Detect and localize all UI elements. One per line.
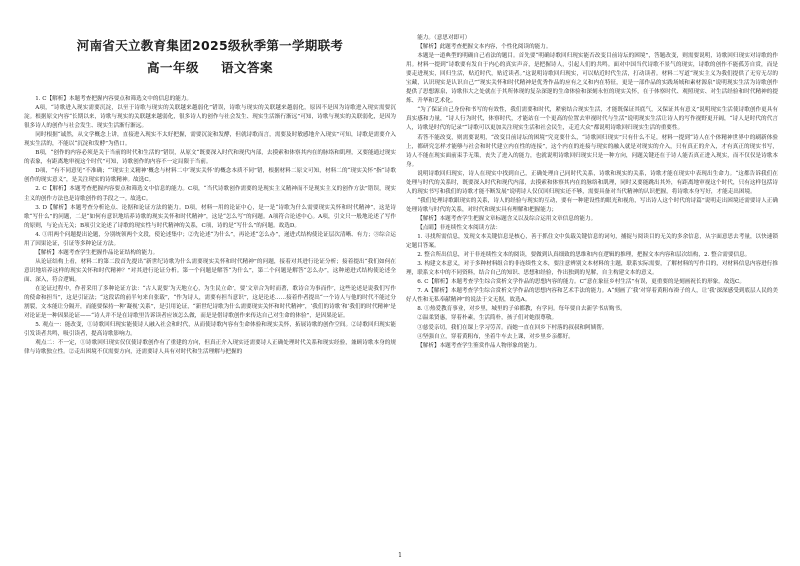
paragraph: 说明诗歌回归现实，诗人在现实中找到自己，正确处理自己同时代关系，诗歌和现实的关系，诗歌才能在现实中表现出生命力。“这都告诉我们在处理与时代的关系时，既要深入时代和现代内部，去摸索和体察其内在的脉络和肌理，同时又要能跳出其外，有距离地审视这个时代，只有这样包括诗人的现实书写和我们的诗歌才能不断发展”说明诗人仅仅回归现实还不够，需要具备对当代精神的认识把握，将诗歌本身写好，才能走出困境。 [406, 170, 778, 195]
paragraph: ④坚强自立，穿着黄粗布，坐着牛车去上课，对乡里乡亲都好。 [417, 333, 574, 340]
right-column [406, 34, 778, 351]
paragraph: 1. 寻找所需信息，发现文本关键信息是核心，善于抓住文中负载关键信息的词句，捕捉与阅读目的无关的多余信息，从字面意思去考量，以快速锁定题目答案。 [406, 234, 778, 250]
grade-label: 高一年级 [146, 60, 199, 75]
paragraph: A项，“诗歌进入现实需要沉淀，以至于诗歌与现实的关联越来越弱化”错误，诗歌与现实的关联越来越弱化，原因不是因为诗歌进入现实需要沉淀。根据原文内容“长期以来，诗歌与现实的关联越来越弱化，很多诗人的创作与社会发生、现实生活渐行渐远”可知，诗歌与现实的关联弱化，是因为很多诗人的创作与社会发生、现实生活渐行渐远。 [24, 105, 396, 130]
paragraph: “我们处理诗歌跟现实的关系，诗人的经验与现实的互动，要有一种建设性的眼光和视角，写出诗人这个时代的诗篇”说明走出困境还需要诗人正确处理诗歌与时代的关系，对时代和现实具有理解和把握能力； [406, 197, 778, 213]
paragraph: 【解析】此题考查把握文本内容，个性化阅读的能力。 [417, 44, 552, 51]
page-number: 1 [398, 552, 402, 559]
paragraph: 同时根据“诚然，从文学概念上讲，直接进入现实不太好把握，需要沉淀和发酵，但就诗歌而言，需要及时敏感地介入现实”可知，诗歌是需要介入现实生活的，不能以“沉淀和发酵”为借口。 [24, 132, 396, 148]
paragraph: B项，“创作的内容必须是关于当前的时代和生活的”错误，从原文“既要深入时代和现代内部，去摸索和体察其内在的脉络和肌理，又要能通过现实的表象，有距离地审视这个时代”可知，诗歌创作的内容不一定局限于当前。 [24, 150, 396, 166]
paragraph: 2. 整合所出信息，对于非连续性文本的阅读，要做到认真细致的思维和内在逻辑的推理，把握文本内容和层次结构，2. 整合需要信息。 [417, 252, 751, 259]
paragraph: 从论证结构上看，材料二的第二段首先提出“新世纪诗歌为什么需要现实关怀和时代精神”的问题，接着对其进行论证分析；接着提出“我们如何在意识地培养这样的现实关怀和时代精神？”对其进行论证分析。第一个问题是解答“为什么”，第二个问题是解答“怎么办”，这种递进式结构使论述全面、深入，符合逻辑。 [24, 258, 396, 283]
paragraph: 3. D【解析】本题考查分析论点、论据和论证方法的能力。D项，材料一用的论证中心，是一是“诗歌为什么需要现实关怀和时代精神”，这是诗歌“写什么”的问题，二是“如何有意识地培养诗歌的现实关怀和时代精神”，这是“怎么写”的问题。A项符合论述中心。A项，引文只一般地论述了写作的原则，与论点无关；B项引文论述了诗歌的现实性与时代精神的关系，C项，诗的是“写什么”的问题。故选D。 [24, 204, 396, 229]
left-column [24, 95, 396, 357]
paragraph: 【解析】本题考查学生把握作品论证结构的能力。 [35, 249, 159, 256]
paragraph: 本题是一道典型的明确自己看法的题目。首先要“明确诗歌回归现实能否改变目前诗坛的困境”，答题改变，则需要说明，诗歌回归现实对诗歌的作用。材料一提到“诗歌要有发自于内心的真实声音，是把握诗人，引起人们的共鸣。面对中国当代诗歌不景气的现实，诗歌的创作不能孤芳自赏，而是要走进现实，回归生活，贴近时代，贴近读者。”这说明诗歌回归现实，可以贴近时代生活，打动读者。材料二写道“现实主义为我们提供了无穷无尽的宝藏，认识现实是认识自己”“现实关怀和时代精神是优秀作品的应有之义和内在特征，更是一部作品的实践场域和素材源泉”说明现实生活为诗歌创作提供了思想源泉，诗歌伟大之处就在于其所体现的复杂深邃的生命体验和深刻永恒的现实关怀，在于体察时代、观照现实、对生活经验和时代精神的提炼、升华和艺术化。 [406, 53, 778, 105]
paragraph: ③慈爱亲切，我们在课上学习劳苦。而她一直在回乡下村落的叔叔和阿姨帮。 [417, 324, 608, 331]
paragraph: 1. C【解析】本题考查把握内容要点和筛选文中的信息的能力。 [35, 96, 193, 102]
paragraph: 【解析】本题考查学生鉴赏作品人物形象的能力。 [417, 342, 541, 349]
paragraph: 8. ①热爱教育事业，对乡里，城里的子弟都教，有学问。每年要自去新学书店购书。 [417, 306, 626, 313]
subject-label: 语文答案 [221, 60, 274, 75]
document-subtitle [24, 58, 396, 76]
paragraph: 4. ①用两个问题提出论题，分别统领两个文段，使论述集中；②先论述“为什么”，再论述“怎么办”，递进式结构使论证层次清晰、有力；③综合运用了因果论证，引证等多种论证方法。 [24, 231, 396, 247]
paragraph: 在论证过程中，作者采用了多种论证方法：“古人说要‘为天地立心，为生民立命’，要‘文章合为时而著，歌诗合为事而作’，这些论述是说我们写作的使命和担当”，这是引证法；“这段话的前半句来自张载”，“作为诗人，需要有担当意识”，这是论述……接着作者提出“一个诗人与他的时代不能过分割裂，文本能让分隔开，而能要保持一种‘凝视’关系”，是引用论证，“新世纪诗歌为什么需要现实关怀和时代精神”，‘我们的诗歌’和‘我们的时代精神’是对论证是一种因果论证——“诗人并不是在诗歌里告诉读者应该怎么做，而是是借诗歌创作来传达自己对生命的体验”，是因果论证。 [24, 285, 396, 320]
paragraph: 7. A【解析】本题考查学生综合赏析文学作品的思想内容和艺术手法的能力。A“刻画了‘我’对穿着黄粗布褂子的人，让‘我’深深感受到底层人民的美好人性和无私奉献精神”的说法于文无据，故选A。 [406, 288, 778, 304]
paragraph: 能力。（意思对即可） [417, 35, 471, 41]
paragraph: 【解析】本题考查学生把握文章标题含义以及综合运用文章信息的能力。 [417, 215, 597, 222]
paragraph: 观点二：不一定，①诗歌回归现实仅仅使诗歌创作有了重建的方向，但真正介入现实还需要诗人正确处理时代关系和现实经验，兼顾诗歌本身的规律与诗歌独立性。②走出困境不仅需要方向，还需要诗人具有对时代和生活理解与把握的 [24, 340, 396, 356]
paragraph: 3. 构建文本意义，对于多种材料组合的非连续性文本，要注意辨别文本材料的主题，联系实际需要，了解材料的写作目的，对材料信息内容进行推理，联系文本中的不同资料，结合自己的知识、思想和经验，作出独到的见解，自主构建文本的意义。 [406, 261, 778, 277]
paragraph: ②温柔贤惠，穿着朴素，生活简朴，孩子们对她很尊敬。 [417, 315, 558, 322]
paragraph: 若答不能改变，则需要说明，“改变目前诗坛的困境”究竟要什么，“诗歌回归现实”只有什么不足，材料一提到“诗人在个体精神世界中的刷新体验上，都研究怎样才能够与社会和时代建立内在性的连接”，这个内在的连接与现实的融入就是对现实的介入，只有真正的介入，才有真正的现实书写，诗人不能在现实面前束手无策，丧失了进入的能力，也就说明诗歌回归现实只是一种方向，问题关键还在于诗人能否真正进入现实，而不仅仅是诗歌本身。 [406, 134, 778, 168]
paragraph: 【点睛】非连续性文本阅读方法： [417, 224, 502, 231]
paragraph: “为了保证自己身份和书写的有效性，我们需要和时代，紧密结合现实生活，才能既保证其底气，又保证其有意义”说明现实生活使诗歌创作更具有真实感和力量，“诗人行为时代，体察时代，才能站在一个更高的位置去审视时代与生活”说明现实生活让诗人的写作视野更开阔，“诗人是时代的代言人，诗歌是时代的记录”“诗歌可以更加关注现实生活和社会民生，走近大众”都说明诗歌回归现实生活的重要性。 [406, 107, 778, 132]
paragraph: 2. C【解析】本题考查把握内容要点和筛选文中信息的能力。C项，“当代诗歌创作需要的是现实主义精神而不是现实主义的创作方法”错误，现实主义的创作方法也是诗歌创作的手段之一。故选C。 [24, 186, 396, 202]
document-title: 河南省天立教育集团2025级秋季第一学期联考 [76, 38, 344, 53]
paragraph: 6. C【解析】本题考查学生综合赏析文学作品的思想内容的能力。C“意在象征乡村生活”有误，更重要的是刻画祝长的形象。故选C。 [417, 279, 745, 286]
paragraph: 5. 观点一：能改变，①诗歌回归现实能使诗人融入社会和时代，从而使诗歌内容有生命体验和现实关怀，拓展诗歌的创作空间。②诗歌回归现实能引发读者共鸣，吸引读者，提高诗歌影响力。 [24, 322, 396, 338]
paragraph: D项，“有不同意见”不准确；“‘现实主义精神’概念与材料二中‘现实关怀’的概念本质不同”错，根据材料二原文可知，材料二的“现实关怀”指“诗歌创作的现实意义”，是关注现实的诗歌精神。故选C。 [24, 168, 396, 184]
